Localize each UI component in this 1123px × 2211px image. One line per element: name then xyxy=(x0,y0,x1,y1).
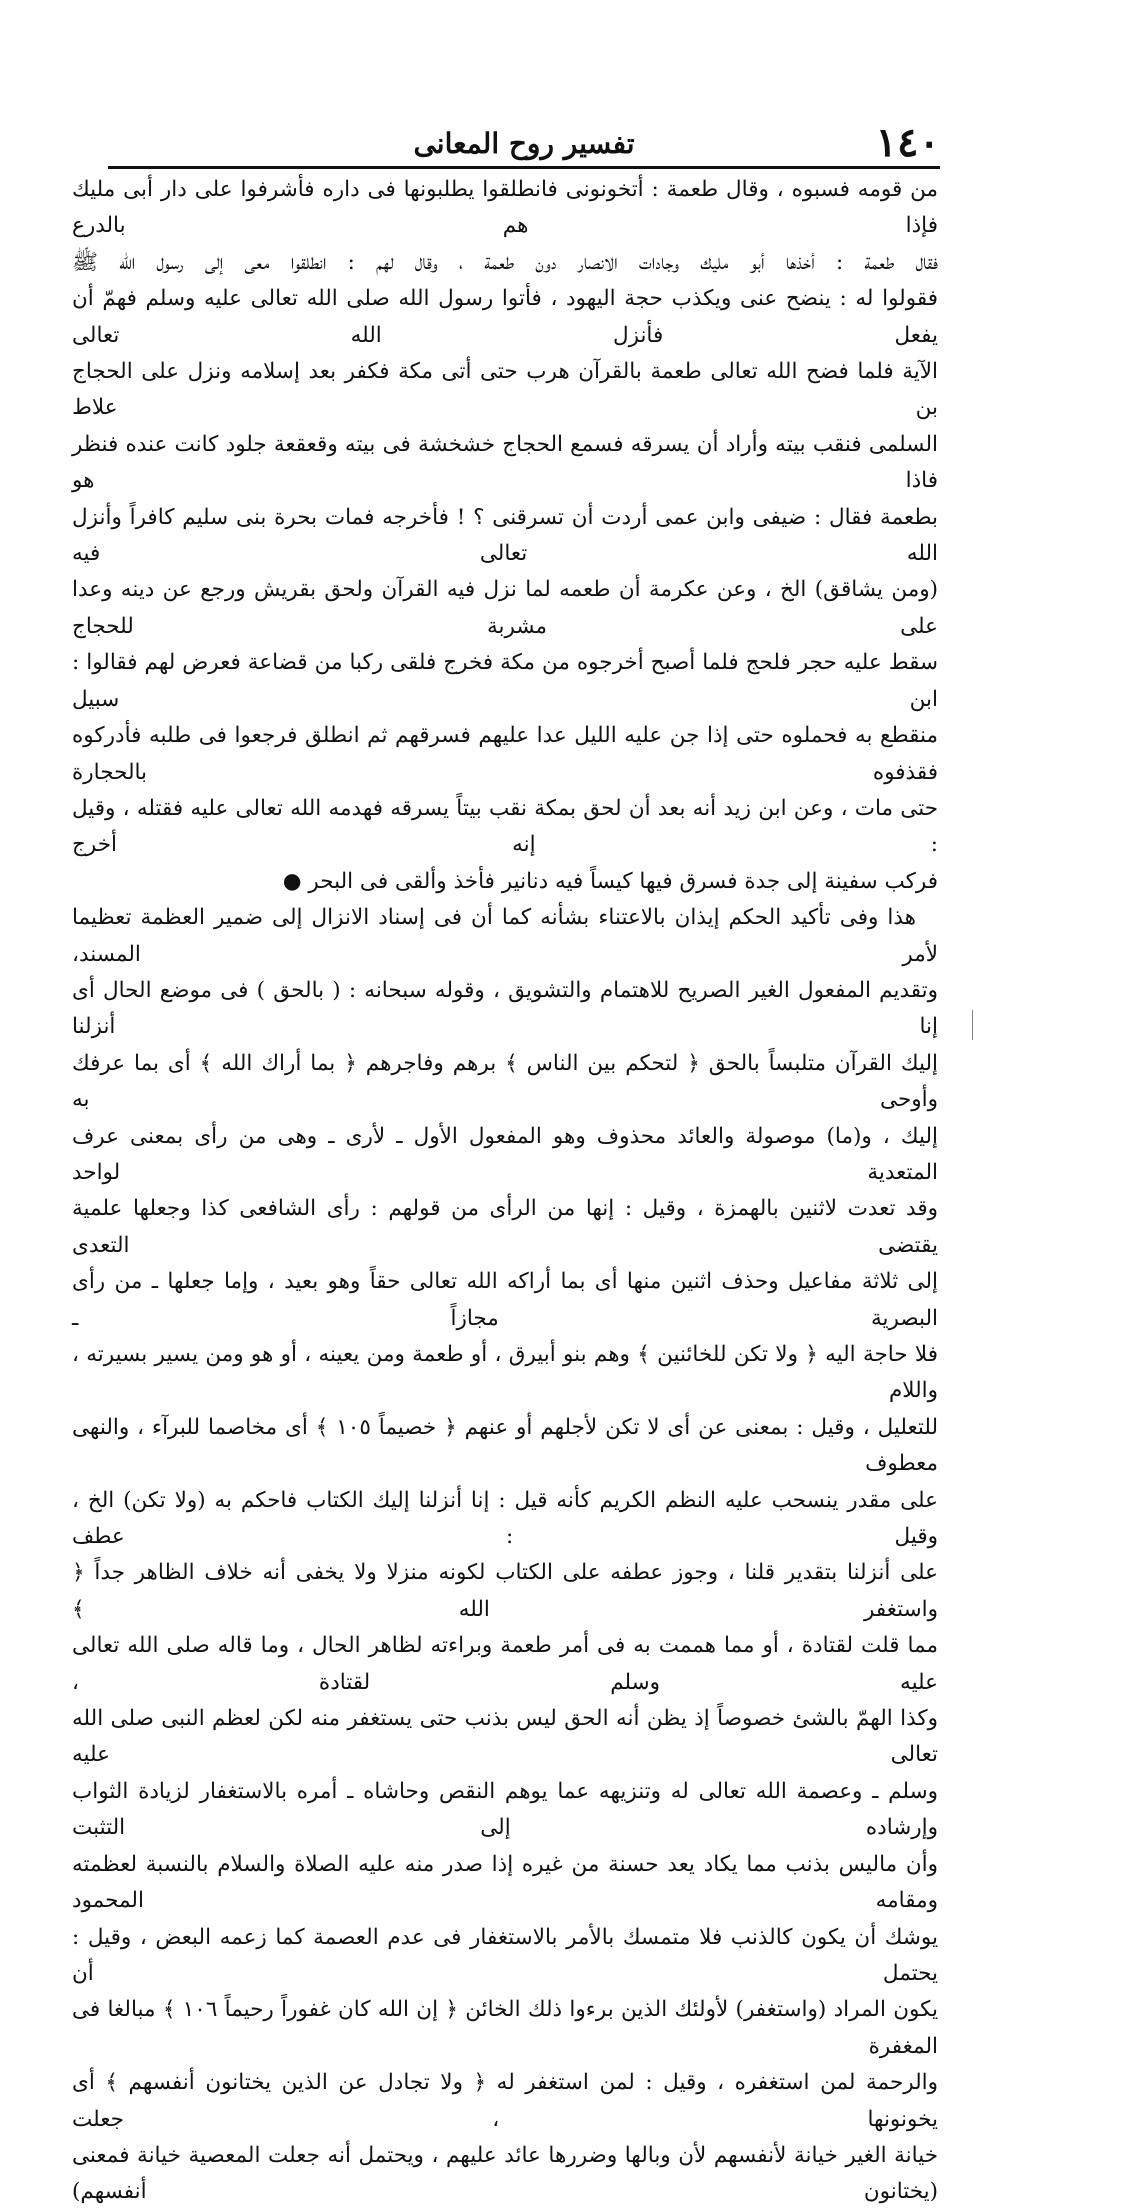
text-line: وكذا الهمّ بالشئ خصوصاً إذ يظن أنه الحق ليس بذنب حتى يستغفر منه لكن لعظم النبى صلى الله تعالى عليه xyxy=(72,1706,938,1768)
page-number: ١٤٠ xyxy=(875,119,940,166)
text-line: على مقدر ينسحب عليه النظم الكريم كأنه قيل : إنا أنزلنا إليك الكتاب فاحكم به (ولا تكن) الخ ، وقيل : عطف xyxy=(72,1487,938,1550)
margin-mark xyxy=(972,1010,973,1040)
text-line: هذا وفى تأكيد الحكم إيذان بالاعتناء بشأنه كما أن فى إسناد الانزال إلى ضمير العظمة تعظيما لأمر المسند، xyxy=(72,905,938,967)
text-line: فركب سفينة إلى جدة فسرق فيها كيساً فيه دنانير فأخذ وألقى فى البحر ● xyxy=(282,868,938,894)
text-line: فقال طعمة : أخذها أبو مليك وجادات الانصار دون طعمة ، وقال لهم : انطلقوا معى إلى رسول الله ﷺ xyxy=(72,249,938,275)
text-line: والرحمة لمن استغفره ، وقيل : لمن استغفر له ﴿ ولا تجادل عن الذين يختانون أنفسهم ﴾ أى يخونونها ، جعلت xyxy=(72,2070,938,2132)
text-line: منقطع به فحملوه حتى إذا جن عليه الليل عدا عليهم فسرقهم ثم انطلق فرجعوا فى طلبه فأدركوه فقذفوه بالحجارة xyxy=(72,723,938,785)
text-line: وسلم ـ وعصمة الله تعالى له وتنزيهه عما يوهم النقص وحاشاه ـ أمره بالاستغفار لزيادة الثواب وإرشاده إلى التثبت xyxy=(72,1778,938,1841)
book-title: تفسير روح المعانى xyxy=(413,127,635,160)
body-text xyxy=(72,172,938,2211)
text-line: فقولوا له : ينضح عنى ويكذب حجة اليهود ، فأتوا رسول الله صلى الله تعالى عليه وسلم فهمّ أن يفعل فأنزل الله تعالى xyxy=(72,286,938,348)
text-line: فلا حاجة اليه ﴿ ولا تكن للخائنين ﴾ وهم بنو أبيرق ، أو طعمة ومن يعينه ، أو هو ومن يسير بسيرته ، واللام xyxy=(72,1342,938,1404)
text-line: وتقديم المفعول الغير الصريح للاهتمام والتشويق ، وقوله سبحانه : ( بالحق ) فى موضع الحال أى إنا أنزلنا xyxy=(72,977,938,1040)
text-line: خيانة الغير خيانة لأنفسهم لأن وبالها وضررها عائد عليهم ، ويحتمل أنه جعلت المعصية خيانة فمعنى (يختانون أنفسهم) xyxy=(72,2142,938,2205)
text-line: للتعليل ، وقيل : بمعنى عن أى لا تكن لأجلهم أو عنهم ﴿ خصيماً ١٠٥ ﴾ أى مخاصما للبرآء ، والنهى معطوف xyxy=(72,1414,938,1477)
text-line: بطعمة فقال : ضيفى وابن عمى أردت أن تسرقنى ؟ ! فأخرجه فمات بحرة بنى سليم كافراً وأنزل الله تعالى فيه xyxy=(72,504,938,567)
text-line: على أنزلنا بتقدير قلنا ، وجوز عطفه على الكتاب لكونه منزلا ولا يخفى أنه خلاف الظاهر جداً ﴿ واستغفر الله ﴾ xyxy=(72,1560,938,1622)
text-line: وأن ماليس بذنب مما يكاد يعد حسنة من غيره إذا صدر منه عليه الصلاة والسلام بالنسبة لعظمته ومقامه المحمود xyxy=(72,1851,938,1914)
text-line: من قومه فسبوه ، وقال طعمة : أتخونونى فانطلقوا يطلبونها فى داره فأشرفوا على دار أبى مليك فإذا هم بالدرع xyxy=(72,177,938,239)
text-line: إليك ، و(ما) موصولة والعائد محذوف وهو المفعول الأول ـ لأرى ـ وهى من رأى بمعنى عرف المتعدية لواحد xyxy=(72,1123,938,1185)
text-line: مما قلت لقتادة ، أو مما هممت به فى أمر طعمة وبراءته لظاهر الحال ، وما قاله صلى الله تعالى عليه وسلم لقتادة ، xyxy=(72,1633,938,1695)
text-line: سقط عليه حجر فلحج فلما أصبح أخرجوه من مكة فخرج فلقى ركبا من قضاعة فعرض لهم فقالوا : ابن سبيل xyxy=(72,650,938,712)
text-line: يكون المراد (واستغفر) لأولئك الذين برءوا ذلك الخائن ﴿ إن الله كان غفوراً رحيماً ١٠٦ ﴾ مبالغا فى المغفرة xyxy=(72,1997,939,2059)
text-line: الآية فلما فضح الله تعالى طعمة بالقرآن هرب حتى أتى مكة فكفر بعد إسلامه ونزل على الحجاج بن علاط xyxy=(72,359,938,421)
text-line: السلمى فنقب بيته وأراد أن يسرقه فسمع الحجاج خشخشة فى بيته وقعقعة جلود كانت عنده فنظر فاذا هو xyxy=(72,431,938,494)
header-rule xyxy=(108,166,940,169)
text-line: وقد تعدت لاثنين بالهمزة ، وقيل : إنها من الرأى من قولهم : رأى الشافعى كذا وجعلها علمية يقتضى التعدى xyxy=(72,1196,938,1258)
text-line: (ومن يشاقق) الخ ، وعن عكرمة أن طعمه لما نزل فيه القرآن ولحق بقريش ورجع عن دينه وعدا على مشربة للحجاج xyxy=(72,577,938,639)
text-line: يوشك أن يكون كالذنب فلا متمسك بالأمر بالاستغفار فى عدم العصمة كما زعمه البعض ، وقيل : يحتمل أن xyxy=(72,1924,938,1986)
text-line: إليك القرآن متلبساً بالحق ﴿ لتحكم بين الناس ﴾ برهم وفاجرهم ﴿ بما أراك الله ﴾ أى بما عرفك وأوحى به xyxy=(72,1050,938,1113)
text-line: إلى ثلاثة مفاعيل وحذف اثنين منها أى بما أراكه الله تعالى حقاً وهو بعيد ، وإما جعلها ـ من رأى البصرية مجازاً ـ xyxy=(72,1269,938,1331)
text-line: حتى مات ، وعن ابن زيد أنه بعد أن لحق بمكة نقب بيتاً يسرقه فهدمه الله تعالى عليه فقتله ، وقيل : إنه أخرج xyxy=(72,795,938,858)
page-header xyxy=(108,120,940,166)
